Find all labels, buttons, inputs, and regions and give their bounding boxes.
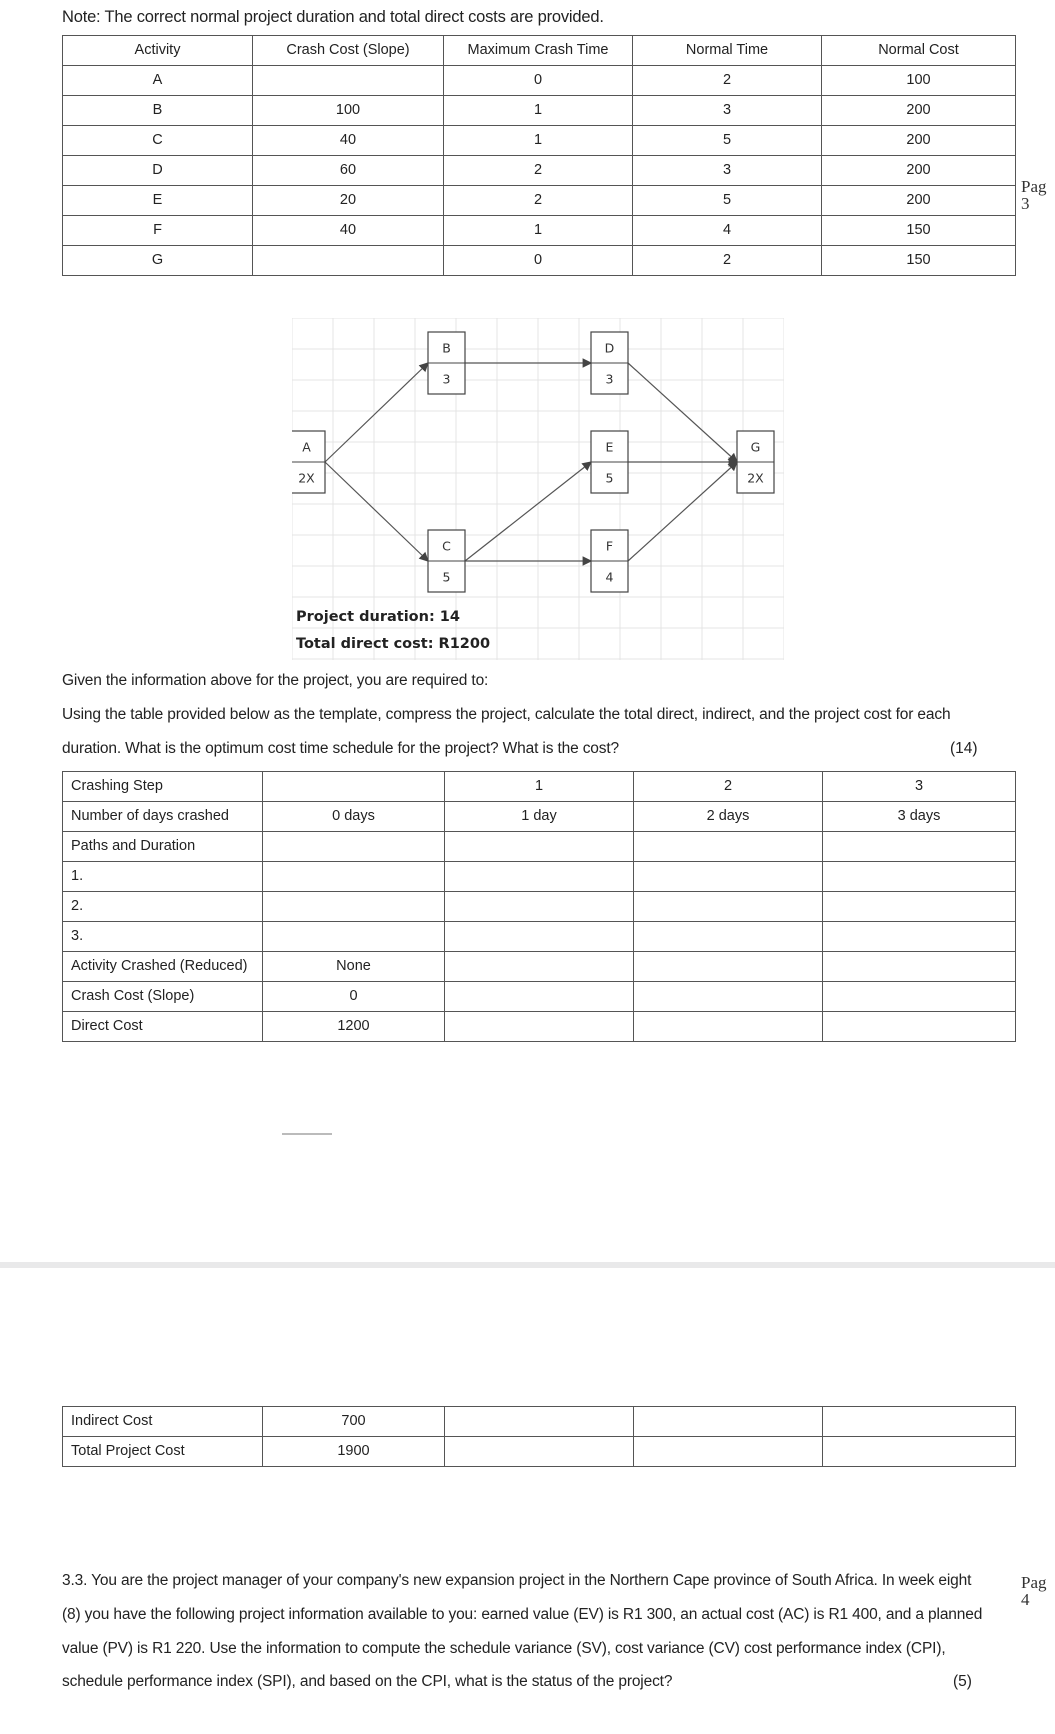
table-cell (263, 892, 445, 922)
table-cell: 0 (444, 66, 633, 96)
table-row (63, 922, 1016, 952)
table-cell: 150 (822, 216, 1016, 246)
table-cell: 5 (633, 186, 822, 216)
table-cell: 1 (445, 772, 634, 802)
table-cell: 150 (822, 246, 1016, 276)
table-cell (263, 832, 445, 862)
table-row (63, 862, 1016, 892)
instruction-line-1: Given the information above for the project, you are required to: (62, 672, 489, 689)
network-arrow (465, 462, 591, 561)
table-cell (263, 772, 445, 802)
table-cell (445, 922, 634, 952)
page-marker: Pag 3 (1021, 177, 1047, 213)
table-row (63, 1407, 1016, 1437)
stray-mark (282, 1133, 332, 1135)
network-arrow (325, 462, 428, 561)
row-label: Crashing Step (63, 772, 263, 802)
table-cell (445, 1437, 634, 1467)
question-line-3: value (PV) is R1 220. Use the information to compute the schedule variance (SV), cost variance (CV) cost performance index (CPI), (62, 1640, 946, 1657)
activity-node-duration: 2X (298, 470, 315, 486)
page-divider (0, 1262, 1055, 1268)
table-cell (253, 246, 444, 276)
table-row (63, 246, 1016, 276)
question-line-4: schedule performance index (SPI), and based on the CPI, what is the status of the project? (62, 1673, 673, 1690)
table-cell: 1200 (263, 1012, 445, 1042)
activity-node-label: C (442, 538, 451, 554)
table-cell (823, 1437, 1016, 1467)
table-cell (445, 952, 634, 982)
row-label: Activity Crashed (Reduced) (63, 952, 263, 982)
question-line-2: (8) you have the following project information available to you: earned value (EV) is R1 300, an actual cost (AC) is R1 400, and a planned (62, 1606, 983, 1623)
network-arrow (628, 462, 737, 561)
network-arrow (628, 363, 737, 462)
table-row (63, 216, 1016, 246)
table-cell (823, 832, 1016, 862)
table-cell (634, 832, 823, 862)
table-cell: 200 (822, 186, 1016, 216)
activity-node-duration: 5 (605, 470, 614, 486)
table-cell: B (63, 96, 253, 126)
activity-node-label: E (605, 439, 614, 455)
table-cell (445, 1012, 634, 1042)
table-cell (823, 1012, 1016, 1042)
table-cell (445, 862, 634, 892)
table-row (63, 832, 1016, 862)
activity-node-duration: 5 (442, 569, 451, 585)
activity-node-duration: 2X (747, 470, 764, 486)
table-row (63, 126, 1016, 156)
table-cell (634, 952, 823, 982)
activity-node-duration: 3 (442, 371, 451, 387)
activity-node-label: G (750, 439, 761, 455)
table-cell: C (63, 126, 253, 156)
activity-node-duration: 3 (605, 371, 614, 387)
table-cell (823, 1407, 1016, 1437)
table-row (63, 1012, 1016, 1042)
table-cell: G (63, 246, 253, 276)
header-cell: Activity (63, 36, 253, 66)
table-cell: 200 (822, 96, 1016, 126)
crash-table (62, 771, 1016, 1042)
marks-14: (14) (950, 740, 978, 757)
note-text: Note: The correct normal project duration and total direct costs are provided. (62, 8, 604, 26)
activity-table (62, 35, 1016, 276)
question-line-1: 3.3. You are the project manager of your company's new expansion project in the Northern Cape province of South Africa. In week eight (62, 1572, 972, 1589)
table-cell: 100 (822, 66, 1016, 96)
table-cell (253, 66, 444, 96)
table-cell (634, 1437, 823, 1467)
marks-5: (5) (953, 1673, 972, 1690)
table-row (63, 186, 1016, 216)
table-cell: 100 (253, 96, 444, 126)
table-cell: 200 (822, 126, 1016, 156)
table-cell: 2 (444, 156, 633, 186)
table-cell: 0 days (263, 802, 445, 832)
activity-node-label: A (302, 439, 311, 455)
table-row (63, 982, 1016, 1012)
activity-node-label: B (442, 340, 451, 356)
table-cell: 60 (253, 156, 444, 186)
cost-table (62, 1406, 1016, 1467)
table-cell (445, 892, 634, 922)
table-cell: 3 (633, 96, 822, 126)
header-cell: Crash Cost (Slope) (253, 36, 444, 66)
header-cell: Normal Time (633, 36, 822, 66)
table-cell: 1 (444, 126, 633, 156)
table-row (63, 1437, 1016, 1467)
table-cell: E (63, 186, 253, 216)
table-cell: 2 (634, 772, 823, 802)
table-cell (823, 982, 1016, 1012)
table-cell (634, 862, 823, 892)
activity-node-label: D (604, 340, 615, 356)
instruction-line-3: duration. What is the optimum cost time schedule for the project? What is the cost? (62, 740, 620, 757)
activity-table-header (63, 36, 1016, 66)
table-cell: 200 (822, 156, 1016, 186)
table-cell (445, 832, 634, 862)
table-cell: A (63, 66, 253, 96)
table-cell: 5 (633, 126, 822, 156)
table-cell: 3 (823, 772, 1016, 802)
table-cell (445, 1407, 634, 1437)
table-row (63, 96, 1016, 126)
table-cell (634, 922, 823, 952)
table-cell: 3 (633, 156, 822, 186)
header-cell: Maximum Crash Time (444, 36, 633, 66)
table-cell: 2 (633, 246, 822, 276)
table-cell (823, 862, 1016, 892)
table-cell (263, 862, 445, 892)
page-marker: Pag 4 (1021, 1573, 1047, 1609)
table-row (63, 802, 1016, 832)
table-cell: 1 (444, 216, 633, 246)
table-cell (823, 922, 1016, 952)
instruction-line-2: Using the table provided below as the template, compress the project, calculate the total direct, indirect, and the project cost for each (62, 706, 951, 723)
table-cell: F (63, 216, 253, 246)
header-cell: Normal Cost (822, 36, 1016, 66)
table-cell: 40 (253, 126, 444, 156)
table-row (63, 66, 1016, 96)
network-arrow (325, 363, 428, 462)
table-cell (634, 892, 823, 922)
row-label: Total Project Cost (63, 1437, 263, 1467)
table-cell: 4 (633, 216, 822, 246)
table-cell: 1900 (263, 1437, 445, 1467)
table-row (63, 156, 1016, 186)
table-cell: 40 (253, 216, 444, 246)
table-cell (634, 982, 823, 1012)
table-cell (445, 982, 634, 1012)
table-cell: 2 (633, 66, 822, 96)
project-duration-label: Project duration: 14 (296, 609, 460, 625)
table-cell: 3 days (823, 802, 1016, 832)
table-row (63, 952, 1016, 982)
row-label: Number of days crashed (63, 802, 263, 832)
table-cell: 0 (444, 246, 633, 276)
table-cell: 20 (253, 186, 444, 216)
table-cell: None (263, 952, 445, 982)
row-label: Direct Cost (63, 1012, 263, 1042)
row-label: Indirect Cost (63, 1407, 263, 1437)
activity-node-duration: 4 (605, 569, 614, 585)
table-cell (263, 922, 445, 952)
table-cell: 700 (263, 1407, 445, 1437)
total-direct-cost-label: Total direct cost: R1200 (296, 636, 491, 652)
row-label: Paths and Duration (63, 832, 263, 862)
row-label: Crash Cost (Slope) (63, 982, 263, 1012)
table-cell: 1 day (445, 802, 634, 832)
table-cell: 2 (444, 186, 633, 216)
table-cell: D (63, 156, 253, 186)
table-cell (823, 892, 1016, 922)
table-cell (634, 1012, 823, 1042)
row-label: 3. (63, 922, 263, 952)
row-label: 1. (63, 862, 263, 892)
table-cell: 2 days (634, 802, 823, 832)
row-label: 2. (63, 892, 263, 922)
table-cell: 0 (263, 982, 445, 1012)
activity-node-label: F (605, 538, 614, 554)
table-cell (823, 952, 1016, 982)
table-cell: 1 (444, 96, 633, 126)
table-cell (634, 1407, 823, 1437)
table-row (63, 892, 1016, 922)
table-row (63, 772, 1016, 802)
